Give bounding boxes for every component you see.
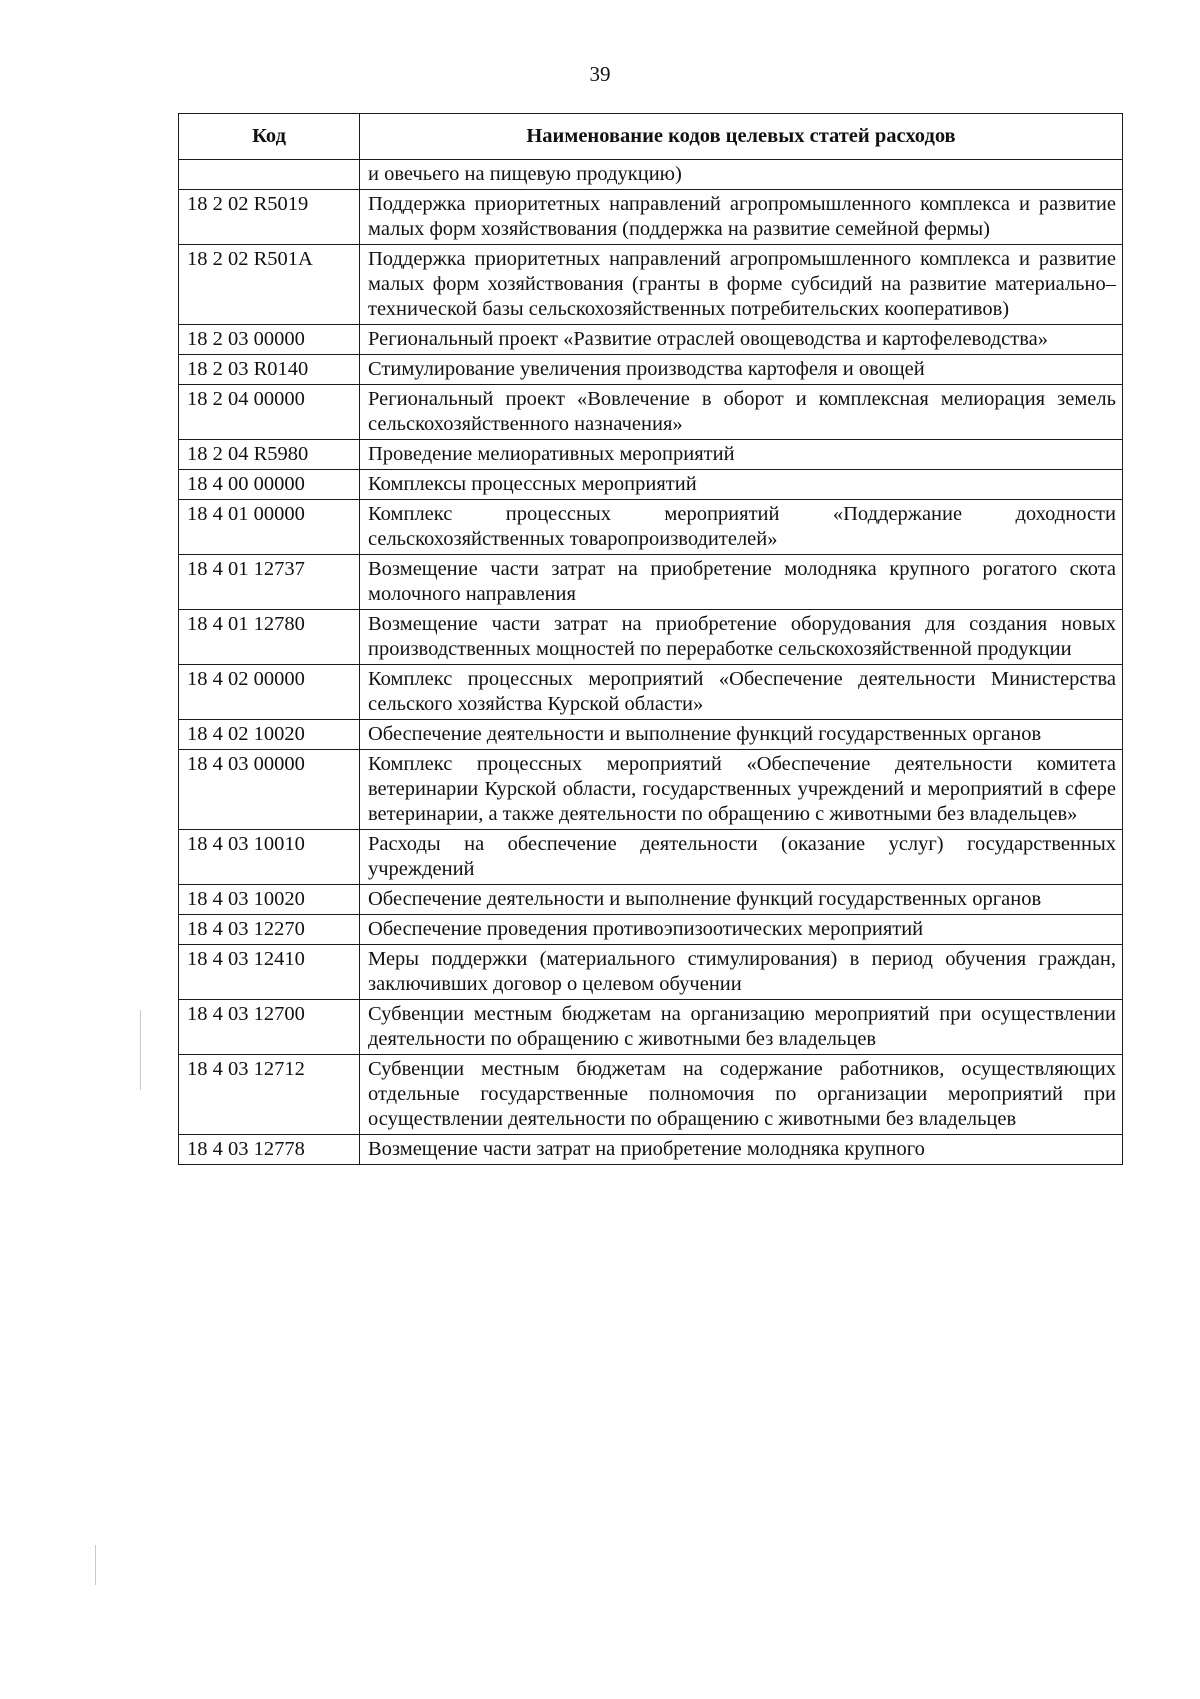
table-row: [179, 885, 1123, 915]
row-name: Субвенции местным бюджетам на организацию мероприятий при осуществлении деятельности по обращению с животными без владельцев: [360, 1000, 1123, 1055]
header-code: Код: [179, 114, 360, 160]
row-code: 18 4 01 00000: [179, 500, 360, 555]
table-row: [179, 325, 1123, 355]
table-row: [179, 555, 1123, 610]
table-row: [179, 750, 1123, 830]
scan-mark: [140, 1010, 141, 1090]
row-code: 18 4 03 12778: [179, 1135, 360, 1165]
scan-mark: [95, 1545, 96, 1585]
table-row: [179, 945, 1123, 1000]
table-row: [179, 500, 1123, 555]
table-row: [179, 470, 1123, 500]
row-code: 18 2 02 R5019: [179, 190, 360, 245]
table-row: [179, 245, 1123, 325]
row-code: 18 4 03 10020: [179, 885, 360, 915]
row-code: [179, 160, 360, 190]
table-row: [179, 190, 1123, 245]
page-number: 39: [589, 62, 611, 86]
row-code: 18 4 02 10020: [179, 720, 360, 750]
table-row: [179, 385, 1123, 440]
budget-codes-table: [178, 113, 1123, 1165]
row-name: Комплекс процессных мероприятий «Поддержание доходности сельскохозяйственных товаропроизводителей»: [360, 500, 1123, 555]
row-name: Обеспечение проведения противоэпизоотических мероприятий: [360, 915, 1123, 945]
row-code: 18 2 04 R5980: [179, 440, 360, 470]
row-name: Региональный проект «Вовлечение в оборот и комплексная мелиорация земель сельскохозяйственного назначения»: [360, 385, 1123, 440]
row-name: и овечьего на пищевую продукцию): [360, 160, 1123, 190]
table-row: [179, 720, 1123, 750]
row-name: Возмещение части затрат на приобретение оборудования для создания новых производственных мощностей по переработке сельскохозяйственной продукции: [360, 610, 1123, 665]
row-name: Поддержка приоритетных направлений агропромышленного комплекса и развитие малых форм хозяйствования (поддержка на развитие семейной фермы): [360, 190, 1123, 245]
row-name: Возмещение части затрат на приобретение молодняка крупного рогатого скота молочного направления: [360, 555, 1123, 610]
row-code: 18 4 03 12712: [179, 1055, 360, 1135]
row-code: 18 2 03 R0140: [179, 355, 360, 385]
row-code: 18 2 04 00000: [179, 385, 360, 440]
table-row: [179, 665, 1123, 720]
row-name: Комплекс процессных мероприятий «Обеспечение деятельности Министерства сельского хозяйства Курской области»: [360, 665, 1123, 720]
table-row: [179, 610, 1123, 665]
row-code: 18 4 03 10010: [179, 830, 360, 885]
table-row: [179, 440, 1123, 470]
row-name: Обеспечение деятельности и выполнение функций государственных органов: [360, 885, 1123, 915]
row-name: Комплекс процессных мероприятий «Обеспечение деятельности комитета ветеринарии Курской области, государственных учреждений и мероприятий в сфере ветеринарии, а также деятельности по обращению с животными без владельцев»: [360, 750, 1123, 830]
row-name: Субвенции местным бюджетам на содержание работников, осуществляющих отдельные государственные полномочия по организации мероприятий при осуществлении деятельности по обращению с животными без владельцев: [360, 1055, 1123, 1135]
row-code: 18 4 03 00000: [179, 750, 360, 830]
table-row: [179, 830, 1123, 885]
row-code: 18 4 00 00000: [179, 470, 360, 500]
row-name: Возмещение части затрат на приобретение молодняка крупного: [360, 1135, 1123, 1165]
row-name: Обеспечение деятельности и выполнение функций государственных органов: [360, 720, 1123, 750]
table-row: [179, 1135, 1123, 1165]
row-code: 18 4 03 12700: [179, 1000, 360, 1055]
row-code: 18 2 02 R501A: [179, 245, 360, 325]
row-name: Региональный проект «Развитие отраслей овощеводства и картофелеводства»: [360, 325, 1123, 355]
row-name: Расходы на обеспечение деятельности (оказание услуг) государственных учреждений: [360, 830, 1123, 885]
row-name: Стимулирование увеличения производства картофеля и овощей: [360, 355, 1123, 385]
header-name: Наименование кодов целевых статей расходов: [360, 114, 1123, 160]
row-code: 18 4 02 00000: [179, 665, 360, 720]
table-row: [179, 1055, 1123, 1135]
row-name: Комплексы процессных мероприятий: [360, 470, 1123, 500]
table-row: [179, 355, 1123, 385]
row-code: 18 4 01 12737: [179, 555, 360, 610]
table-row: [179, 160, 1123, 190]
row-name: Проведение мелиоративных мероприятий: [360, 440, 1123, 470]
row-name: Меры поддержки (материального стимулирования) в период обучения граждан, заключивших договор о целевом обучении: [360, 945, 1123, 1000]
table-header-row: [179, 114, 1123, 160]
table-row: [179, 1000, 1123, 1055]
table-row: [179, 915, 1123, 945]
row-code: 18 2 03 00000: [179, 325, 360, 355]
row-name: Поддержка приоритетных направлений агропромышленного комплекса и развитие малых форм хозяйствования (гранты в форме субсидий на развитие материально–технической базы сельскохозяйственных потребительских кооперативов): [360, 245, 1123, 325]
row-code: 18 4 01 12780: [179, 610, 360, 665]
row-code: 18 4 03 12410: [179, 945, 360, 1000]
row-code: 18 4 03 12270: [179, 915, 360, 945]
